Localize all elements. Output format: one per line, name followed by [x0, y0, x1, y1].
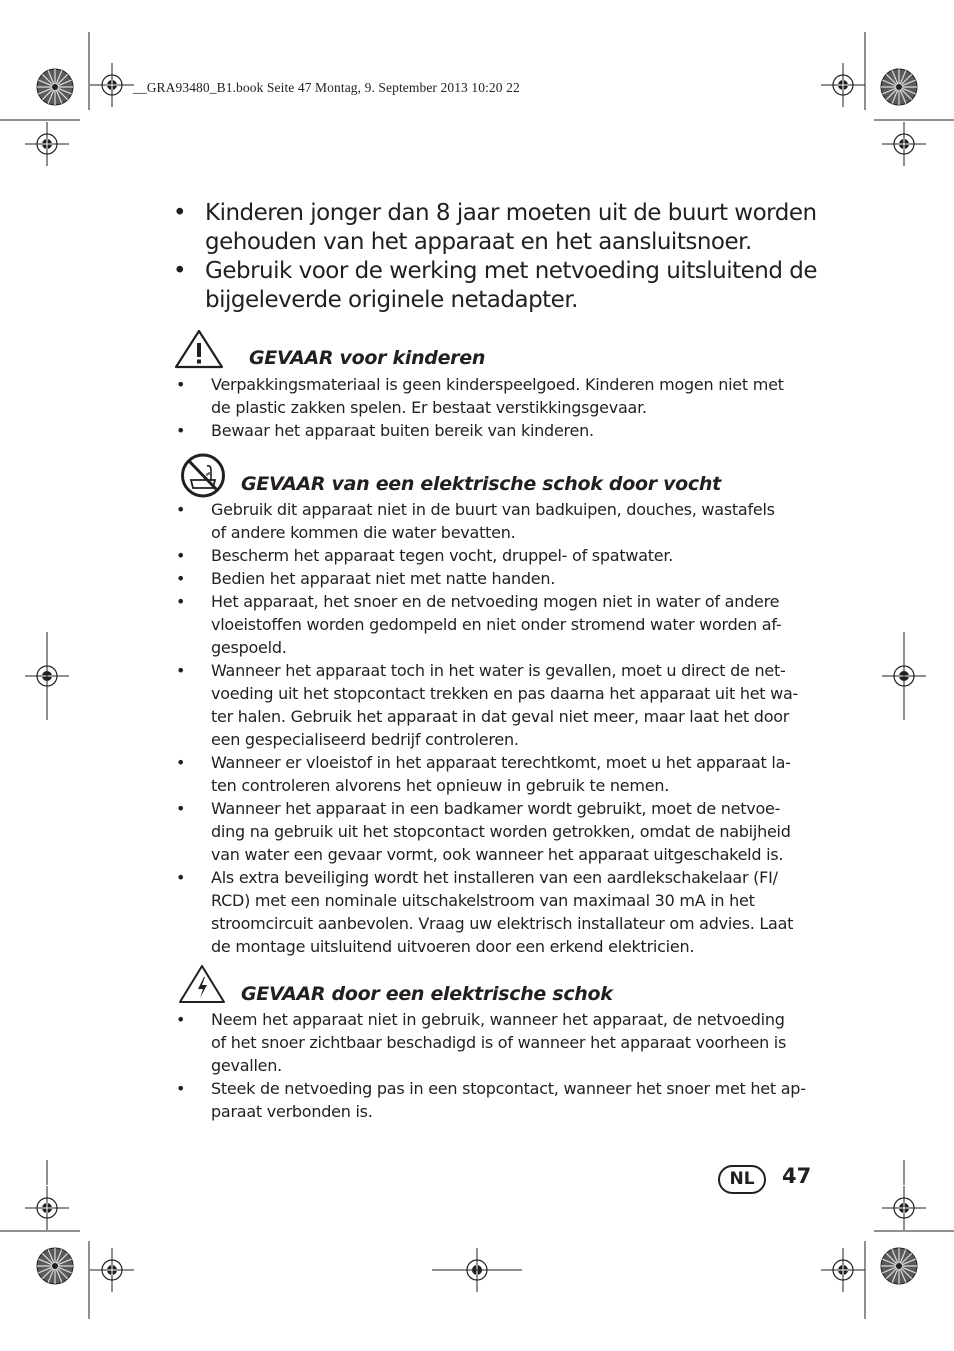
list-item-line: Kinderen jonger dan 8 jaar moeten uit de buurt worden: [205, 200, 817, 226]
list-item: [170, 419, 820, 442]
bullet-list: [170, 373, 820, 442]
bullet-list: [170, 498, 820, 958]
list-item-line: bijgeleverde originele netadapter.: [205, 287, 578, 313]
list-item-line: de montage uitsluitend uitvoeren door een erkend elektricien.: [211, 937, 695, 956]
list-item-line: Bescherm het apparaat tegen vocht, druppel- of spatwater.: [211, 546, 674, 565]
bullet-icon: •: [176, 546, 186, 565]
bullet-icon: •: [176, 592, 186, 611]
print-header-line: __GRA93480_B1.book Seite 47 Montag, 9. September 2013 10:20 22: [133, 80, 520, 95]
list-item: [170, 373, 820, 419]
bullet-icon: •: [176, 799, 186, 818]
list-item-line: voeding uit het stopcontact trekken en pas daarna het apparaat uit het wa-: [211, 684, 799, 703]
list-item: [170, 257, 820, 315]
list-item-line: ding na gebruik uit het stopcontact worden getrokken, omdat de nabijheid: [211, 822, 791, 841]
list-item-line: gehouden van het apparaat en het aansluitsnoer.: [205, 229, 752, 255]
list-item-line: Wanneer het apparaat in een badkamer wordt gebruikt, moet de netvoe-: [211, 799, 781, 818]
bullet-icon: •: [173, 258, 187, 284]
bullet-icon: •: [176, 661, 186, 680]
language-badge: NL: [718, 1165, 766, 1194]
list-item-line: Bewaar het apparaat buiten bereik van kinderen.: [211, 421, 594, 440]
bullet-icon: •: [176, 569, 186, 588]
bullet-icon: •: [176, 421, 186, 440]
list-item-line: ten controleren alvorens het opnieuw in gebruik te nemen.: [211, 776, 670, 795]
bullet-icon: •: [173, 200, 187, 226]
list-item-line: RCD) met een nominale uitschakelstroom van maximaal 30 mA in het: [211, 891, 755, 910]
list-item-line: stroomcircuit aanbevolen. Vraag uw elektrisch installateur om advies. Laat: [211, 914, 794, 933]
list-item-line: Wanneer het apparaat toch in het water is gevallen, moet u direct de net-: [211, 661, 786, 680]
list-item-line: of andere kommen die water bevatten.: [211, 523, 516, 542]
list-item-line: Bedien het apparaat niet met natte handen.: [211, 569, 556, 588]
list-item-line: de plastic zakken spelen. Er bestaat verstikkingsgevaar.: [211, 398, 647, 417]
list-item: [170, 797, 820, 866]
list-item-line: gevallen.: [211, 1056, 282, 1075]
list-item-line: ter halen. Gebruik het apparaat in dat geval niet meer, maar laat het door: [211, 707, 790, 726]
list-item: [170, 590, 820, 659]
list-item-line: Neem het apparaat niet in gebruik, wanneer het apparaat, de netvoeding: [211, 1010, 785, 1029]
bullet-icon: •: [176, 868, 186, 887]
list-item-line: Het apparaat, het snoer en de netvoeding mogen niet in water of andere: [211, 592, 780, 611]
list-item-line: paraat verbonden is.: [211, 1102, 373, 1121]
list-item-line: gespoeld.: [211, 638, 287, 657]
list-item: [170, 751, 820, 797]
bullet-icon: •: [176, 753, 186, 772]
list-item: [170, 199, 820, 257]
list-item-line: Gebruik dit apparaat niet in de buurt van badkuipen, douches, wastafels: [211, 500, 775, 519]
section-heading: GEVAAR van een elektrische schok door vocht: [241, 473, 721, 495]
list-item: [170, 1008, 820, 1077]
section-danger-moisture: [170, 473, 820, 958]
list-item-line: Wanneer er vloeistof in het apparaat terechtkomt, moet u het apparaat la-: [211, 753, 791, 772]
section-heading: GEVAAR door een elektrische schok: [241, 983, 613, 1005]
section-danger-electric-shock: [170, 983, 820, 1123]
bullet-icon: •: [176, 375, 186, 394]
bullet-list: [170, 1008, 820, 1123]
list-item-line: Als extra beveiliging wordt het installeren van een aardlekschakelaar (FI/: [211, 868, 778, 887]
bullet-icon: •: [176, 1010, 186, 1029]
page-number: 47: [782, 1164, 812, 1188]
section-heading: GEVAAR voor kinderen: [249, 347, 486, 369]
list-item: [170, 659, 820, 751]
list-item: [170, 866, 820, 958]
list-item: [170, 567, 820, 590]
section-danger-children: [170, 347, 820, 442]
bullet-icon: •: [176, 1079, 186, 1098]
list-item: [170, 1077, 820, 1123]
intro-bullet-list: [170, 199, 820, 315]
list-item-line: Steek de netvoeding pas in een stopcontact, wanneer het snoer met het ap-: [211, 1079, 806, 1098]
list-item: [170, 544, 820, 567]
list-item-line: Verpakkingsmateriaal is geen kinderspeelgoed. Kinderen mogen niet met: [211, 375, 784, 394]
list-item-line: een gespecialiseerd bedrijf controleren.: [211, 730, 519, 749]
list-item-line: Gebruik voor de werking met netvoeding uitsluitend de: [205, 258, 817, 284]
list-item: [170, 498, 820, 544]
list-item-line: of het snoer zichtbaar beschadigd is of wanneer het apparaat voorheen is: [211, 1033, 787, 1052]
list-item-line: van water een gevaar vormt, ook wanneer het apparaat uitgeschakeld is.: [211, 845, 784, 864]
bullet-icon: •: [176, 500, 186, 519]
list-item-line: vloeistoffen worden gedompeld en niet onder stromend water worden af-: [211, 615, 782, 634]
